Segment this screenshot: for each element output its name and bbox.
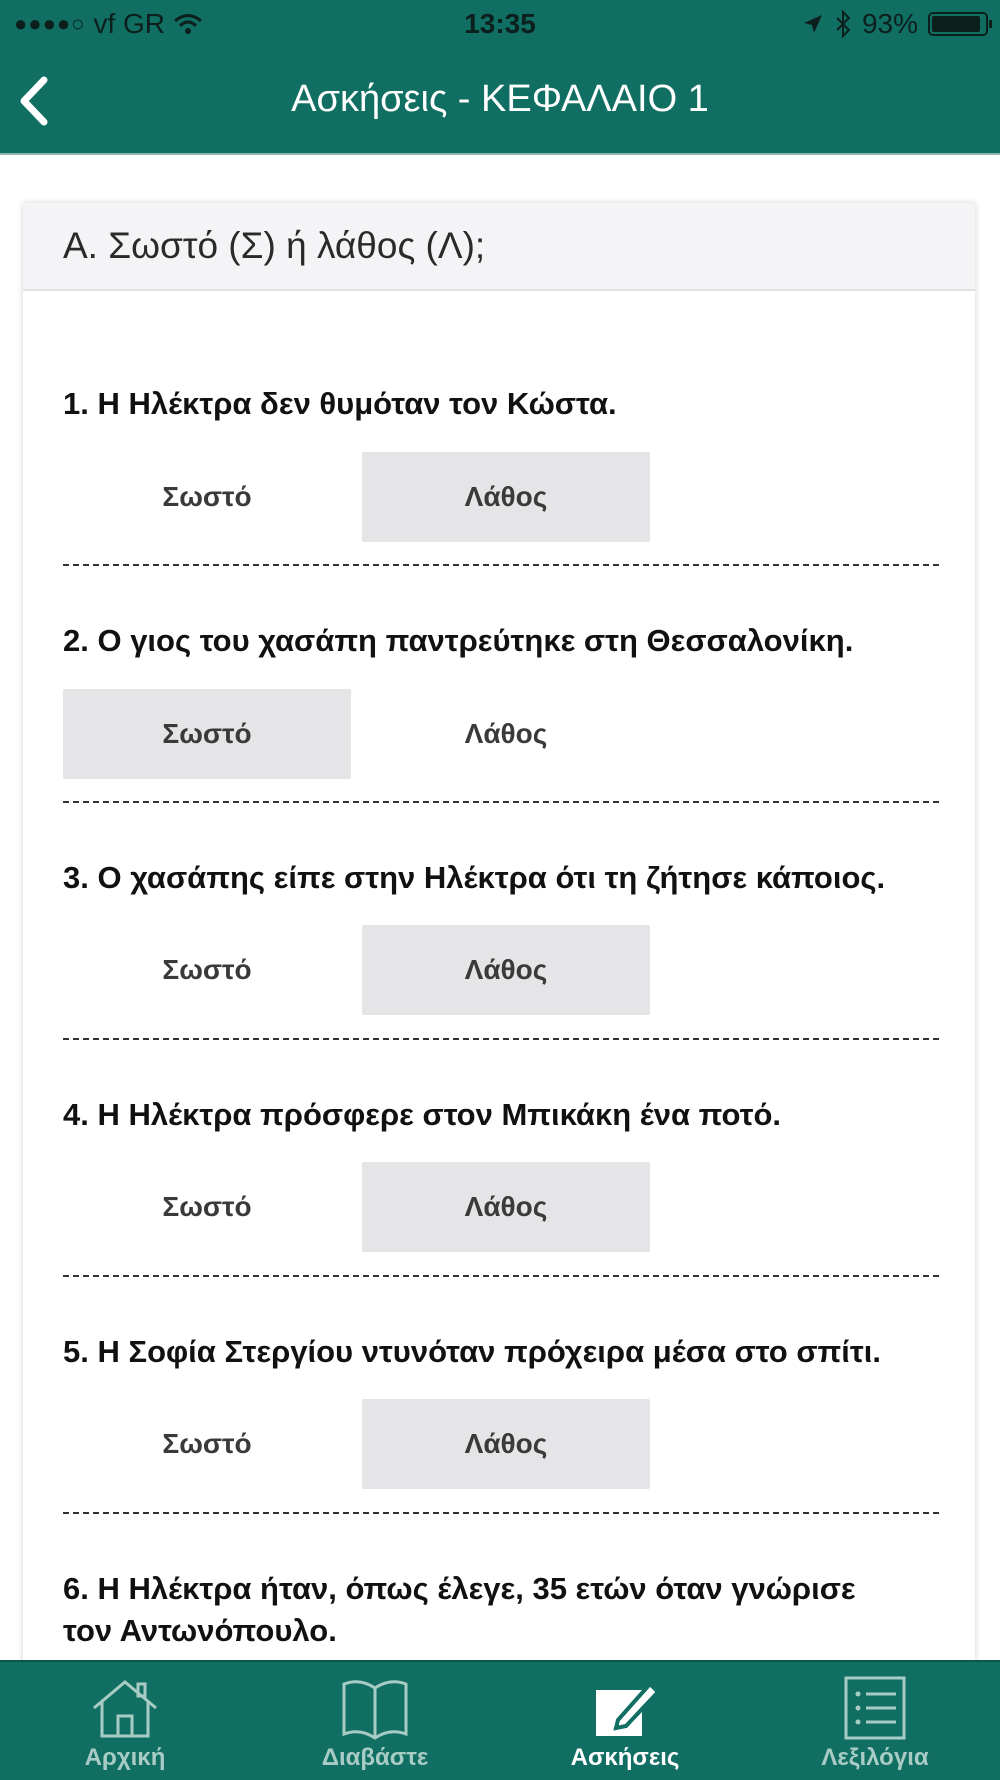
- false-button[interactable]: Λάθος: [464, 718, 548, 749]
- navigation-bar: [0, 50, 1000, 155]
- divider: [63, 1275, 939, 1277]
- true-button[interactable]: Σωστό: [162, 1428, 252, 1459]
- tab-exercises[interactable]: [500, 1662, 750, 1780]
- carrier-name: vf GR: [93, 8, 166, 39]
- tab-label: Λεξιλόγια: [821, 1744, 929, 1771]
- battery-level: [932, 16, 980, 32]
- exercise-heading: Α. Σωστό (Σ) ή λάθος (Λ);: [23, 203, 975, 291]
- tab-vocabulary[interactable]: [750, 1662, 1000, 1780]
- answer-group-2: [63, 689, 663, 779]
- list-icon: [838, 1676, 912, 1740]
- divider: [63, 1038, 939, 1040]
- exercise-card: [23, 203, 975, 1703]
- tab-label: Διαβάστε: [321, 1744, 429, 1771]
- battery-icon: [928, 12, 988, 36]
- tab-read[interactable]: [250, 1662, 500, 1780]
- answer-group-3: [63, 925, 663, 1015]
- answer-group-4: [63, 1162, 663, 1252]
- divider: [63, 564, 939, 566]
- page-title: Ασκήσεις - ΚΕΦΑΛΑΙΟ 1: [291, 78, 709, 120]
- divider: [63, 801, 939, 803]
- false-button[interactable]: Λάθος: [362, 1162, 650, 1252]
- bluetooth-icon: [834, 10, 852, 38]
- true-button[interactable]: Σωστό: [162, 1191, 252, 1222]
- signal-dots-icon: ●●●●○: [14, 11, 86, 36]
- true-button[interactable]: Σωστό: [162, 481, 252, 512]
- tab-label: Αρχική: [84, 1744, 166, 1771]
- question-4: 4. Η Ηλέκτρα πρόσφερε στον Μπικάκη ένα ποτό.: [63, 1097, 782, 1132]
- tab-bar: [0, 1660, 1000, 1780]
- edit-icon: [588, 1676, 662, 1740]
- divider: [63, 1512, 939, 1514]
- false-button[interactable]: Λάθος: [362, 452, 650, 542]
- status-time: 13:35: [464, 8, 536, 39]
- question-5: 5. Η Σοφία Στεργίου ντυνόταν πρόχειρα μέσα στο σπίτι.: [63, 1334, 881, 1369]
- tab-label: Ασκήσεις: [570, 1744, 680, 1771]
- book-icon: [338, 1676, 412, 1740]
- answer-group-1: [63, 452, 663, 542]
- question-2: 2. Ο γιος του χασάπη παντρεύτηκε στη Θεσσαλονίκη.: [63, 623, 854, 658]
- home-icon: [88, 1676, 162, 1740]
- true-button[interactable]: Σωστό: [63, 689, 351, 779]
- false-button[interactable]: Λάθος: [362, 1399, 650, 1489]
- answer-group-5: [63, 1399, 663, 1489]
- true-button[interactable]: Σωστό: [162, 954, 252, 985]
- question-6: 6. Η Ηλέκτρα ήταν, όπως έλεγε, 35 ετών όταν γνώρισε τον Αντωνόπουλο.: [63, 1571, 856, 1648]
- tab-home[interactable]: [0, 1662, 250, 1780]
- status-bar: [0, 0, 1000, 50]
- location-arrow-icon: [802, 13, 824, 35]
- question-1: 1. Η Ηλέκτρα δεν θυμόταν τον Κώστα.: [63, 386, 617, 421]
- false-button[interactable]: Λάθος: [362, 925, 650, 1015]
- status-right: [802, 8, 988, 40]
- battery-percent: 93%: [861, 8, 918, 39]
- question-3: 3. Ο χασάπης είπε στην Ηλέκτρα ότι τη ζήτησε κάποιος.: [63, 860, 886, 895]
